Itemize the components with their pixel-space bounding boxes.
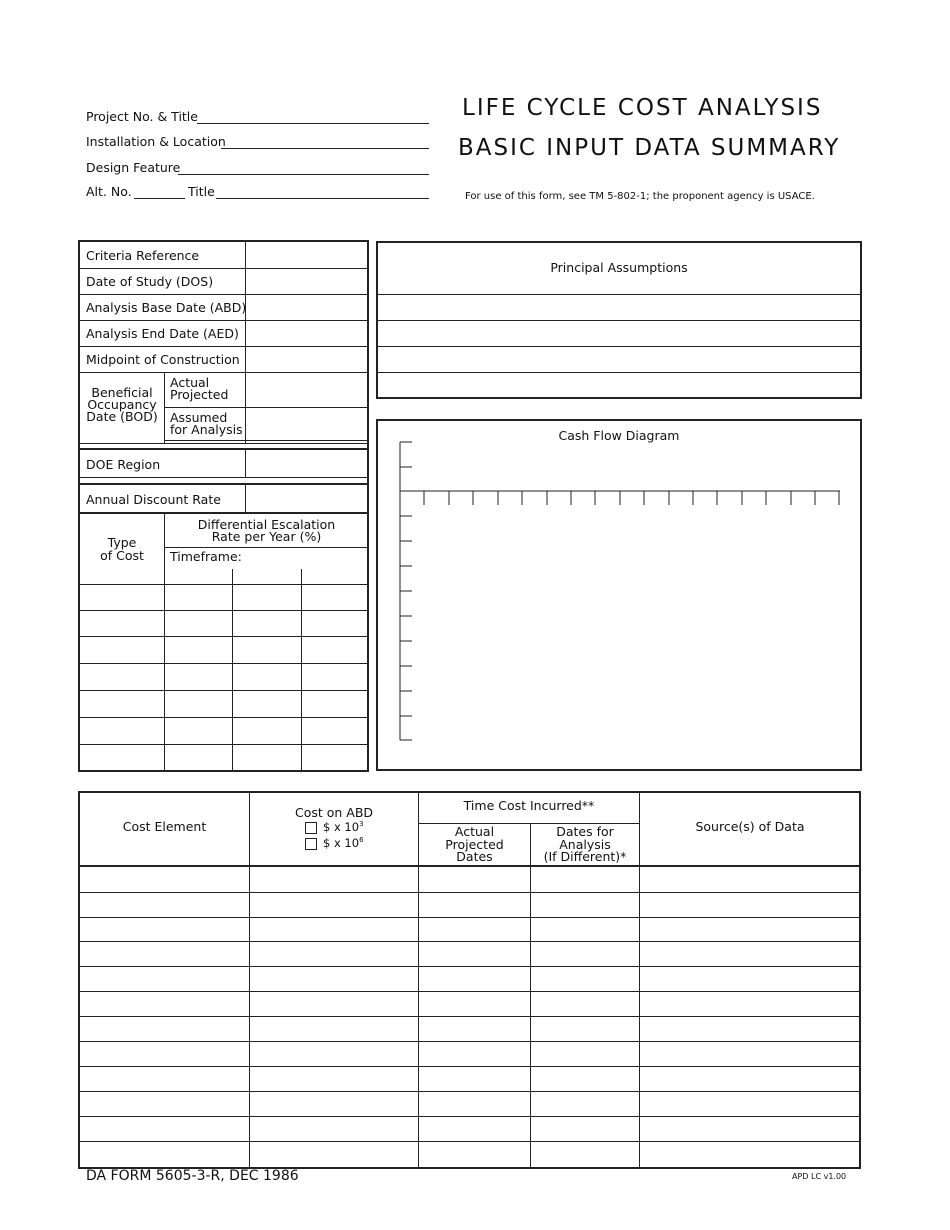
time-cost-incurred-header: Time Cost Incurred** xyxy=(463,798,595,813)
analysis-base-date-label: Analysis Base Date (ABD) xyxy=(86,300,247,315)
sources-of-data-header: Source(s) of Data xyxy=(695,819,805,834)
differential-escalation-label: Differential Escalation Rate per Year (%) xyxy=(197,517,336,544)
alt-no-input[interactable] xyxy=(134,181,185,198)
midpoint-construction-label: Midpoint of Construction xyxy=(86,352,240,367)
design-feature-input[interactable] xyxy=(178,157,429,174)
project-input[interactable] xyxy=(197,106,429,123)
title-input[interactable] xyxy=(216,181,429,198)
thousands-option[interactable]: $ x $10^3$ xyxy=(305,820,364,834)
analysis-end-date-input[interactable] xyxy=(247,322,367,345)
thousands-checkbox[interactable] xyxy=(305,822,317,834)
dates-for-analysis-header: Dates for Analysis (If Different)* xyxy=(543,824,627,864)
doe-region-input[interactable] xyxy=(247,451,367,476)
bod-actual-input[interactable] xyxy=(247,374,367,406)
principal-assumptions-title: Principal Assumptions xyxy=(550,260,688,275)
date-of-study-input[interactable] xyxy=(247,270,367,293)
actual-projected-dates-header: Actual Projected Dates xyxy=(445,824,504,864)
analysis-end-date-label: Analysis End Date (AED) xyxy=(86,326,239,341)
annual-discount-rate-label: Annual Discount Rate xyxy=(86,492,221,507)
cash-flow-axes xyxy=(390,430,850,750)
bod-label: Beneficial Occupancy Date (BOD) xyxy=(86,385,158,424)
analysis-base-date-input[interactable] xyxy=(247,296,367,319)
bod-assumed-label: Assumed for Analysis xyxy=(170,410,243,437)
bod-assumed-input[interactable] xyxy=(247,409,367,439)
alt-no-label: Alt. No. xyxy=(86,184,132,199)
cost-on-abd-header: Cost on ABD xyxy=(294,805,374,820)
form-id: DA FORM 5605-3-R, DEC 1986 xyxy=(86,1168,299,1184)
date-of-study-label: Date of Study (DOS) xyxy=(86,274,214,289)
installation-label: Installation & Location xyxy=(86,134,226,149)
form-title-line2: BASIC INPUT DATA SUMMARY xyxy=(458,135,841,161)
type-of-cost-label: Type of Cost xyxy=(100,535,144,563)
proponent-note: For use of this form, see TM 5-802-1; the proponent agency is USACE. xyxy=(465,191,815,202)
project-label: Project No. & Title xyxy=(86,109,198,124)
assumption-input-4[interactable] xyxy=(380,374,858,396)
criteria-reference-label: Criteria Reference xyxy=(86,248,200,263)
assumption-input-3[interactable] xyxy=(380,348,858,371)
millions-checkbox[interactable] xyxy=(305,838,317,850)
cost-element-header: Cost Element xyxy=(122,819,207,834)
bod-actual-label: Actual Projected xyxy=(170,375,229,402)
assumption-input-1[interactable] xyxy=(380,296,858,319)
millions-option[interactable]: $ x $10^6$ xyxy=(305,836,364,850)
cash-flow-title: Cash Flow Diagram xyxy=(558,428,680,443)
form-title-line1: LIFE CYCLE COST ANALYSIS xyxy=(462,95,823,121)
title-label: Title xyxy=(188,184,215,199)
installation-input[interactable] xyxy=(221,131,429,148)
design-feature-label: Design Feature xyxy=(86,160,181,175)
midpoint-construction-input[interactable] xyxy=(247,348,367,371)
timeframe-label: Timeframe: xyxy=(170,549,242,564)
assumption-input-2[interactable] xyxy=(380,322,858,345)
doe-region-label: DOE Region xyxy=(86,457,161,472)
annual-discount-rate-input[interactable] xyxy=(247,486,367,511)
version-label: APD LC v1.00 xyxy=(792,1172,847,1181)
